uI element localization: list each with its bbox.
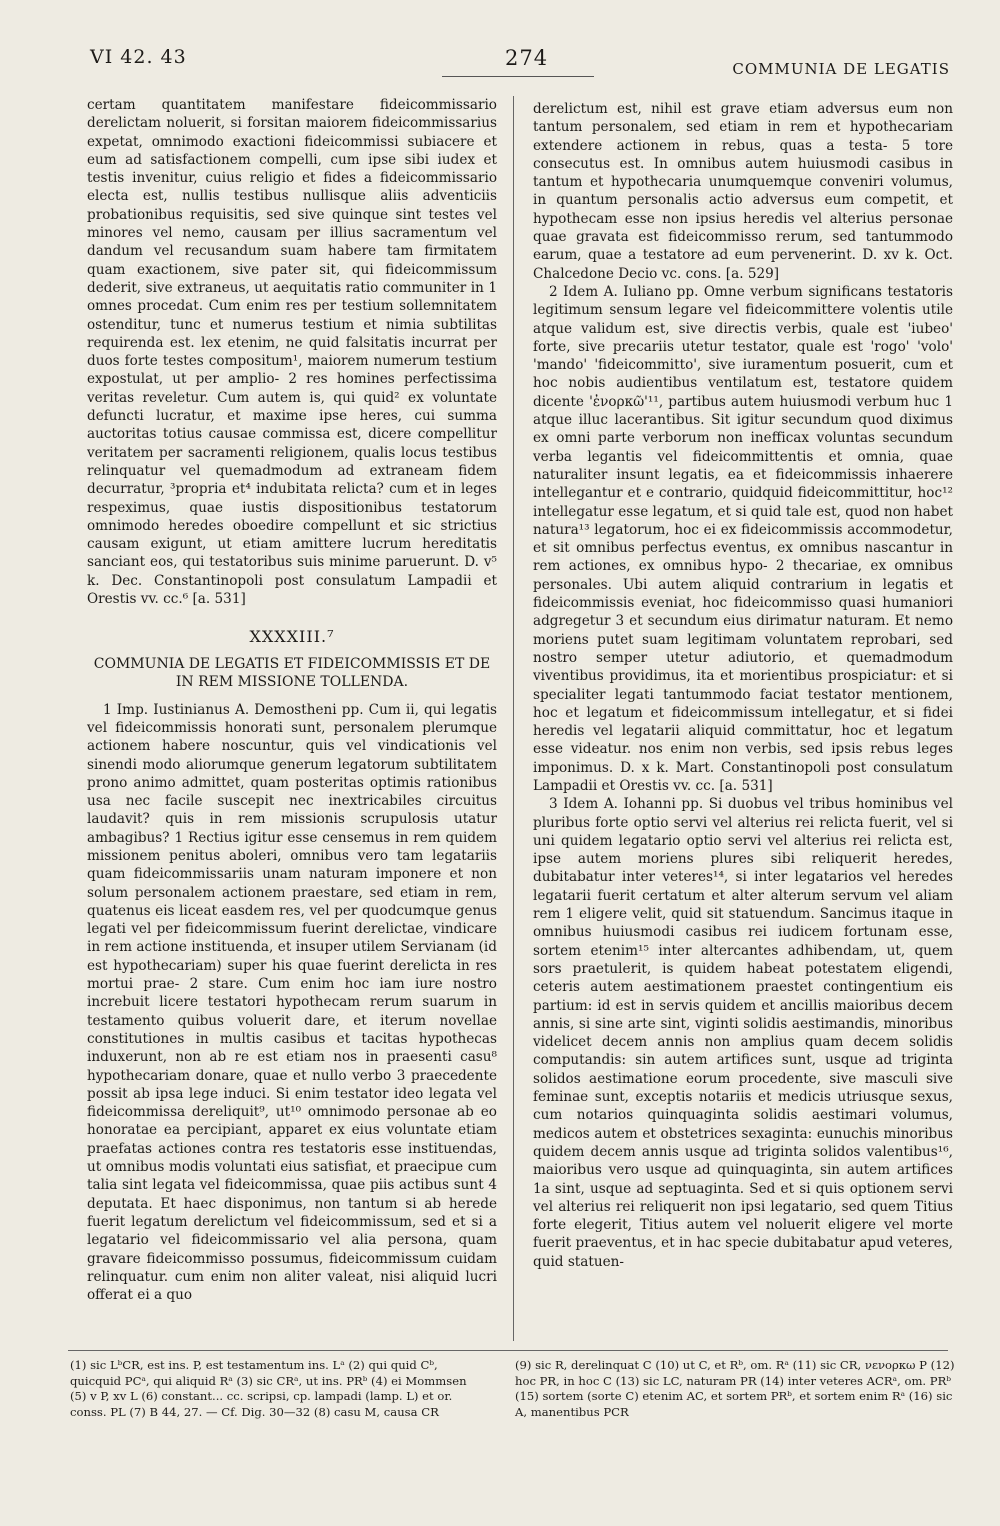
paragraph: certam quantitatem manifestare fideicommissario derelictam noluerit, si forsitan maiorem fideicommissarius expetat, omnimodo exactioni fideicommissi subiacere et eum ad satisfactionem compelli, cum ipse sibi iudex et testis invenitur, cuius religio et fides a fideicommissario electa est, nullis testibus nullisque aliis adventiciis probationibus requisitis, sed sive quinque sint testes vel minores vel nemo, causam per illius sacramentum vel dandum vel recusandum suam habere tam firmitatem quam exactionem, sive pater sit, qui fideicommissum dederit, sive extraneus, ut aequitatis ratio communiter in 1 omnes procedat. Cum enim res per testium sollemnitatem ostenditur, tunc et numerus testium et nimia subtilitas requirenda est. lex etenim, ne quid falsitatis incurrat per duos forte testes compositum¹, maiorem numerum testium expostulat, ut per amplio- 2 res homines perfectissima veritas reveletur. Cum autem is, qui quid² ex voluntate defuncti lucratur, et maxime ipse heres, cui summa auctoritas totius causae commissa est, dicere compellitur veritatem per sacramenti religionem, qualis locus testibus relinquatur vel quemadmodum ad extraneam fidem decurratur, ³propria et⁴ indubitata relicta? cum et in leges respeximus, quae iustis dispositionibus testatorum omnimodo heredes oboedire compellunt et sic strictius causam exigunt, ut etiam amittere lucrum hereditatis sanciant eos, qui testatoribus suis minime paruerunt. D. v⁵ k. Dec. Constantinopoli post consulatum Lampadii et Orestis vv. cc.⁶ [a. 531] [87,97,497,608]
section-reference: VI 42. 43 [90,46,187,68]
paragraph: 3 Idem A. Iohanni pp. Si duobus vel tribus hominibus vel pluribus forte optio servi vel alterius rei relicta fuerit, vel si uni quidem legatario optio servi vel alterius rei relicta est, ipse autem moriens plures sibi reliquerit heredes, dubitabatur inter veteres¹⁴, si inter legatarios vel heredes legatarii fuerit certatum et alter alterum servum vel aliam rem 1 eligere velit, quid sit statuendum. Sancimus itaque in omnibus huiusmodi casibus rei iudicem fortunam esse, sortem etenim¹⁵ inter altercantes adhibendam, ut, quem sors praetulerit, is quidem habeat potestatem eligendi, ceteris autem aestimationem praestet contingentium eis partium: id est in servis quidem et ancillis maioribus decem annis, si sine arte sint, viginti solidis aestimandis, minoribus videlicet decem annis non amplius quam decem solidis computandis: sin autem artifices sunt, usque ad triginta solidos aestimatione eorum procedente, sive masculi sive feminae sunt, exceptis notariis et medicis utriusque sexus, cum notarios quinquaginta solidis aestimari volumus, medicos autem et obstetrices sexaginta: eunuchis minoribus quidem decem annis usque ad triginta solidos valentibus¹⁶, maioribus vero usque ad quinquaginta, sin autem artifices 1a sint, usque ad septuaginta. Sed et si quis optionem servi vel alterius rei reliquerit non ipsi legatario, sed quem Titius forte elegerit, Titius autem vel noluerit eligere vel morte fuerit praeventus, et in hac specie dubitabatur apud veteres, quid statuen- [533,796,953,1270]
paragraph: 2 Idem A. Iuliano pp. Omne verbum significans testatoris legitimum sensum legare vel fideicommittere volentis utile atque validum est, sive directis verbis, quale est 'iubeo' forte, sive precariis utetur testator, quale est 'rogo' 'volo' 'mando' 'fideicommitto', sive iuramentum posuerit, cum et hoc nobis audientibus ventilatum est, testatore quidem dicente 'ἐνορκῶ'¹¹, partibus autem huiusmodi verbum huc 1 atque illuc lacerantibus. Sit igitur secundum quod diximus ex omni parte verborum non inefficax voluntas secundum verba legantis vel fideicommittentis et omnia, quae naturaliter insunt legatis, ea et fideicommissis inhaerere intellegantur et e contrario, quidquid fideicommittitur, hoc¹² intellegatur esse legatum, et si quid tale est, quod non habet natura¹³ legatorum, hoc ei ex fideicommissis accommodetur, et sit omnibus perfectus eventus, ex omnibus nascantur in rem actiones, ex omnibus hypo- 2 thecariae, ex omnibus personales. Ubi autem aliquid contrarium in legatis et fideicommissis eveniat, hoc fideicommisso quasi humaniori adgregetur 3 et secundum eius dirimatur naturam. Et nemo moriens putet suam legitimam voluntatem reprobari, sed nostro semper utetur adiutorio, et quemadmodum viventibus providimus, ita et morientibus prospiciatur: et si specialiter legati tantummodo faciat testator mentionem, hoc et legatum et fideicommissum intellegatur, et si fidei heredis vel legatarii aliquid committatur, hoc et legatum esse videatur. nos enim non verbis, sed ipsis rebus leges imponimus. D. x k. Mart. Constantinopoli post consulatum Lampadii et Orestis vv. cc. [a. 531] [533,283,953,794]
page-number: 274 [505,46,549,70]
footnotes-right [515,1358,955,1420]
header-rule [442,76,594,77]
running-title: COMMUNIA DE LEGATIS [732,60,950,78]
footnotes-left [70,1358,480,1420]
footnote-text: (1) sic LᵇCR, est ins. P, est testamentum ins. Lᵃ (2) qui quid Cᵇ, quicquid PCᵃ, qui aliquid Rᵃ (3) sic CRᵃ, ut ins. PRᵇ (4) ei Mommsen (5) v P, xv L (6) constant... cc. scripsi, cp. lampadi (lamp. L) et or. conss. PL (7) B 44, 27. — Cf. Dig. 30—32 (8) casu M, causa CR [70,1358,467,1419]
title-number: XXXXIII.⁷ [249,627,335,647]
paragraph: derelictum est, nihil est grave etiam adversus eum non tantum personalem, sed etiam in rem et hypothecariam extendere actionem in rebus, quas a testa- 5 tore consecutus est. In omnibus autem huiusmodi casibus in tantum et hypothecaria unumquemque conveniri volumus, in quantum personalis actio adversus eum competit, et hypothecam esse non ipsius heredis vel alterius personae quae gravata est fideicommisso rerum, sed tantummodo earum, quae a testatore ad eum pervenerint. D. xv k. Oct. Chalcedone Decio vc. cons. [a. 529] [533,101,953,282]
paragraph: 1 Imp. Iustinianus A. Demostheni pp. Cum ii, qui legatis vel fideicommissis honorati sunt, personalem plerumque actionem habere noscuntur, quis vel vindicationis vel sinendi modo aliorumque generum legatorum subtilitatem prono animo admittet, quam posteritas optimis rationibus usa nec facile suscepit nec inextricabiles circuitus laudavit? quis in rem missionis scrupulosis utatur ambagibus? 1 Rectius igitur esse censemus in rem quidem missionem penitus aboleri, omnibus vero tam legatariis quam fideicommissariis unam naturam imponere et non solum personalem actionem praestare, sed etiam in rem, quatenus eis liceat easdem res, vel per quodcumque genus legati vel per fideicommissum fuerint derelictae, vindicare in rem actione instituenda, et insuper utilem Servianam (id est hypothecariam) super his quae fuerint derelicta in res mortui prae- 2 stare. Cum enim hoc iam iure nostro increbuit licere testatori hypothecam rerum suarum in testamento quibus voluerit dare, et iterum novellae constitutiones in multis casibus et tacitas hypothecas induxerunt, non ab re est etiam nos in praesenti casu⁸ hypothecariam donare, quae et nullo verbo 3 praecedente possit ab ipsa lege induci. Si enim testator ideo legata vel fideicommissa dereliquit⁹, ut¹⁰ omnimodo personae ab eo honoratae ea percipiant, apparet ex eius voluntate etiam praefatas actiones contra res testatoris esse instituendas, ut omnibus modis voluntati eius satisfiat, et praecipue cum talia sint legata vel fideicommissa, quae piis actibus sunt 4 deputata. Et haec disponimus, non tantum si ab herede fuerit legatum derelictum vel fideicommissum, sed et si a legatario vel fideicommissario vel alia persona, quam gravare fideicommisso possumus, fideicommissum cuidam relinquatur. cum enim non aliter valeat, nisi aliquid lucri offerat ei a quo [87,701,497,1304]
column-divider [513,96,514,1341]
footnote-rule [68,1350,948,1351]
title-heading: COMMUNIA DE LEGATIS ET FIDEICOMMISSIS ET DE IN REM MISSIONE TOLLENDA. [93,655,491,690]
right-column [533,100,953,1271]
left-column [87,96,497,1304]
footnote-text: (9) sic R, derelinquat C (10) ut C, et Rᵇ, om. Rᵃ (11) sic CR, νενορκω P (12) hoc PR, in hoc C (13) sic LC, naturam PR (14) inter veteres ACRᵃ, om. PRᵇ (15) sortem (sorte C) etenim AC, et sortem PRᵇ, et sortem enim Rᵃ (16) sic A, manentibus PCR [515,1358,955,1419]
